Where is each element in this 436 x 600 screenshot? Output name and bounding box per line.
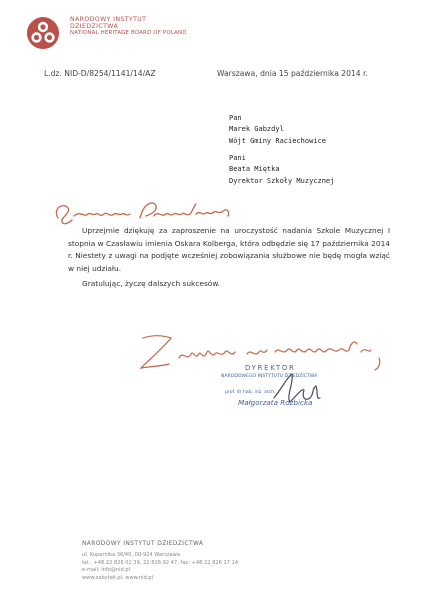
dateline: Warszawa, dnia 15 października 2014 r.	[217, 69, 368, 78]
recipient-role: Wójt Gminy Raciechowice	[229, 136, 326, 145]
signature-icon	[230, 368, 340, 413]
recipient-block	[229, 153, 334, 187]
stamp-organization: NARODOWEGO INSTYTUTU DZIEDZICTWA	[221, 374, 318, 379]
recipient-role: Dyrektor Szkoły Muzycznej	[229, 176, 335, 185]
institution-name-line2: DZIEDZICTWA	[70, 22, 119, 30]
letter-body	[68, 225, 390, 291]
institution-name-english: NATIONAL HERITAGE BOARD OF POLAND	[70, 29, 187, 36]
trefoil-logo-icon	[24, 16, 62, 50]
recipient-salutation: Pan	[229, 114, 242, 122]
body-paragraph: Gratulując, życzę dalszych sukcesów.	[82, 279, 221, 289]
footer-websites: www.zabytek.pl, www.nid.pl	[82, 574, 154, 581]
footer-institution: NARODOWY INSTYTUT DZIEDZICTWA	[82, 541, 204, 547]
institution-name	[70, 17, 187, 37]
footer-phone: tel.: +48 22 826 02 39, 22 826 92 47, fax: +48 22 826 17 14	[82, 559, 239, 566]
recipient-salutation: Pani	[229, 154, 246, 162]
recipient-block	[229, 113, 326, 147]
reference-number: L.dz. NID-D/8254/1141/14/AZ	[44, 69, 156, 78]
recipient-name: Marek Gabzdyl	[229, 125, 284, 134]
stamp-name: Małgorzata Rozbicka	[238, 398, 313, 407]
footer-email: e-mail: info@nid.pl	[82, 567, 131, 574]
signature	[230, 368, 340, 413]
footer-address: ul. Kopernika 36/40, 00-924 Warszawa	[82, 552, 180, 559]
body-paragraph: Uprzejmie dziękuję za zaproszenie na uroczystość nadania Szkole Muzycznej I stopnia w Czasławiu imienia Oskara Kolberga, która odbędzie się 17 października 2014 r. Niestety z uwagi na podjęte wcześniej zobowiązania służbowe nie będę mogła wziąć w niej udziału.	[68, 226, 390, 273]
letter-footer	[82, 541, 238, 582]
recipient-name: Beata Miętka	[229, 165, 280, 174]
institution-name-line1: NARODOWY INSTYTUT	[70, 16, 147, 23]
stamp-title: DYREKTOR	[245, 364, 296, 372]
stamp-academic-title: prof. dr hab. inż. arch.	[225, 390, 276, 395]
